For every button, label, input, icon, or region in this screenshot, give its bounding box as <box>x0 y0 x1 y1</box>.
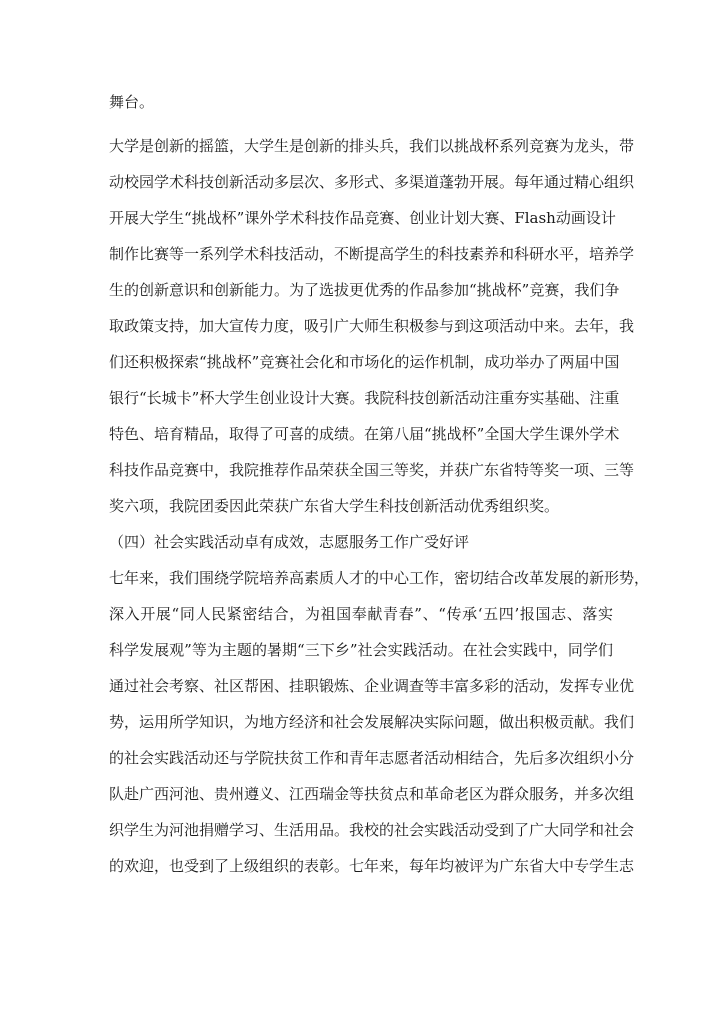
text-line: 特色、培育精品，取得了可喜的成绩。在第八届“挑战杯”全国大学生课外学术 <box>109 425 620 443</box>
text-line: 制作比赛等一系列学术科技活动，不断提高学生的科技素养和科研水平，培养学 <box>109 245 635 263</box>
text-line: 舞台。 <box>109 93 155 111</box>
text-line: 大学是创新的摇篮，大学生是创新的排头兵，我们以挑战杯系列竞赛为龙头，带 <box>109 137 635 155</box>
text-line: 势，运用所学知识，为地方经济和社会发展解决实际问题，做出积极贡献。我们 <box>109 713 635 731</box>
text-line: 奖六项，我院团委因此荣获广东省大学生科技创新活动优秀组织奖。 <box>109 497 560 515</box>
text-line: 通过社会考察、社区帮困、挂职锻炼、企业调查等丰富多彩的活动，发挥专业优 <box>109 677 635 695</box>
text-line: 动校园学术科技创新活动多层次、多形式、多渠道蓬勃开展。每年通过精心组织 <box>109 173 635 191</box>
text-line: 科学发展观”等为主题的暑期“三下乡”社会实践活动。在社会实践中，同学们 <box>109 641 613 659</box>
text-line: 生的创新意识和创新能力。为了选拔更优秀的作品参加“挑战杯”竞赛，我们争 <box>109 281 620 299</box>
text-line: 开展大学生“挑战杯”课外学术科技作品竞赛、创业计划大赛、Flash动画设计 <box>109 209 616 227</box>
text-line: 银行“长城卡”杯大学生创业设计大赛。我院科技创新活动注重夯实基础、注重 <box>109 389 620 407</box>
text-line: 织学生为河池捐赠学习、生活用品。我校的社会实践活动受到了广大同学和社会 <box>109 821 635 839</box>
text-line: 取政策支持，加大宣传力度，吸引广大师生积极参与到这项活动中来。去年，我 <box>109 317 635 335</box>
text-line: 的社会实践活动还与学院扶贫工作和青年志愿者活动相结合，先后多次组织小分 <box>109 749 635 767</box>
section-heading: （四）社会实践活动卓有成效，志愿服务工作广受好评 <box>109 533 470 551</box>
text-line: 队赴广西河池、贵州遵义、江西瑞金等扶贫点和革命老区为群众服务，并多次组 <box>109 785 635 803</box>
text-line: 深入开展“同人民紧密结合，为祖国奉献青春”、“传承‘五四’报国志、落实 <box>109 605 613 623</box>
text-line: 科技作品竞赛中，我院推荐作品荣获全国三等奖，并获广东省特等奖一项、三等 <box>109 461 635 479</box>
text-line: 们还积极探索“挑战杯”竞赛社会化和市场化的运作机制，成功举办了两届中国 <box>109 353 620 371</box>
text-line: 的欢迎，也受到了上级组织的表彰。七年来，每年均被评为广东省大中专学生志 <box>109 857 635 875</box>
text-line: 七年来，我们围绕学院培养高素质人才的中心工作，密切结合改革发展的新形势， <box>109 569 650 587</box>
